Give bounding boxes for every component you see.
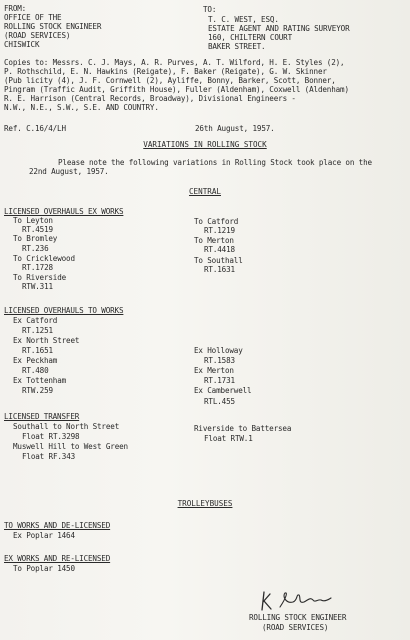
- list-item: RT.1251: [22, 326, 53, 335]
- list-item: Ex Holloway: [194, 346, 243, 355]
- heading-ex-works: EX WORKS AND RE-LICENSED: [4, 554, 111, 563]
- list-item: Float RTW.1: [204, 434, 253, 443]
- from-line: OFFICE OF THE: [4, 13, 62, 22]
- list-item: Float RF.343: [22, 452, 76, 461]
- list-item: RT.1731: [204, 376, 235, 385]
- to-line: BAKER STREET.: [208, 42, 266, 51]
- intro-line: Please note the following variations in Rolling Stock took place on the: [58, 158, 372, 167]
- list-item: To Cricklewood: [13, 254, 75, 263]
- reference: Ref. C.16/4/LH: [4, 124, 66, 133]
- from-line: ROLLING STOCK ENGINEER: [4, 22, 102, 31]
- list-item: To Bromley: [13, 234, 58, 243]
- list-item: RTW.259: [22, 386, 53, 395]
- heading-overhauls-ex: LICENSED OVERHAULS EX WORKS: [4, 207, 124, 216]
- list-item: Float RT.3298: [22, 432, 80, 441]
- from-line: (ROAD SERVICES): [4, 31, 71, 40]
- list-item: To Leyton: [13, 216, 53, 225]
- to-label: TO:: [203, 5, 217, 14]
- list-item: RT.1219: [204, 226, 235, 235]
- list-item: Ex Poplar 1464: [13, 531, 75, 540]
- list-item: RTL.455: [204, 397, 235, 406]
- from-label: FROM:: [4, 4, 27, 13]
- copies-line: P. Rothschild, E. N. Hawkins (Reigate), F. Baker (Reigate), G. W. Skinner: [4, 67, 327, 76]
- list-item: Riverside to Battersea: [194, 424, 292, 433]
- list-item: Ex Camberwell: [194, 386, 252, 395]
- to-line: 160, CHILTERN COURT: [208, 33, 293, 42]
- list-item: RT.1583: [204, 356, 235, 365]
- date: 26th August, 1957.: [195, 124, 275, 133]
- list-item: To Southall: [194, 256, 243, 265]
- list-item: RT.480: [22, 366, 49, 375]
- list-item: RT.4418: [204, 245, 235, 254]
- to-line: T. C. WEST, ESQ.: [208, 15, 279, 24]
- list-item: RTW.311: [22, 282, 53, 291]
- heading-to-works: TO WORKS AND DE-LICENSED: [4, 521, 111, 530]
- section-trolleybuses: TROLLEYBUSES: [177, 499, 233, 508]
- signature-dept: (ROAD SERVICES): [262, 623, 329, 632]
- copies-line: N.W., N.E., S.W., S.E. AND COUNTRY.: [4, 103, 159, 112]
- list-item: To Poplar 1450: [13, 564, 75, 573]
- list-item: To Riverside: [13, 273, 67, 282]
- list-item: RT.236: [22, 244, 49, 253]
- from-line: CHISWICK: [4, 40, 40, 49]
- copies-line: R. E. Harrison (Central Records, Broadway), Divisional Engineers -: [4, 94, 296, 103]
- list-item: To Merton: [194, 236, 234, 245]
- heading-overhauls-to: LICENSED OVERHAULS TO WORKS: [4, 306, 124, 315]
- section-central: CENTRAL: [188, 187, 221, 196]
- intro-line: 22nd August, 1957.: [29, 167, 109, 176]
- copies-line: Pingram (Traffic Audit, Griffith House), Fuller (Aldenham), Coxwell (Aldenham): [4, 85, 349, 94]
- list-item: Ex Catford: [13, 316, 58, 325]
- list-item: RT.4519: [22, 225, 53, 234]
- to-line: ESTATE AGENT AND RATING SURVEYOR: [208, 24, 350, 33]
- copies-line: (Pub licity (4), J. F. Cornwell (2), Ayliffe, Bonny, Barker, Scott, Bonner,: [4, 76, 336, 85]
- signature-title: ROLLING STOCK ENGINEER: [249, 613, 347, 622]
- list-item: Ex North Street: [13, 336, 80, 345]
- list-item: Southall to North Street: [13, 422, 120, 431]
- list-item: Ex Peckham: [13, 356, 58, 365]
- list-item: RT.1651: [22, 346, 53, 355]
- list-item: RT.1631: [204, 265, 235, 274]
- handwritten-signature: [258, 590, 338, 612]
- list-item: Ex Tottenham: [13, 376, 67, 385]
- list-item: Ex Merton: [194, 366, 234, 375]
- heading-transfer: LICENSED TRANSFER: [4, 412, 80, 421]
- copies-line: Copies to: Messrs. C. J. Mays, A. R. Purves, A. T. Wilford, H. E. Styles (2),: [4, 58, 345, 67]
- list-item: Muswell Hill to West Green: [13, 442, 128, 451]
- list-item: RT.1728: [22, 263, 53, 272]
- list-item: To Catford: [194, 217, 239, 226]
- document-title: VARIATIONS IN ROLLING STOCK: [143, 140, 267, 149]
